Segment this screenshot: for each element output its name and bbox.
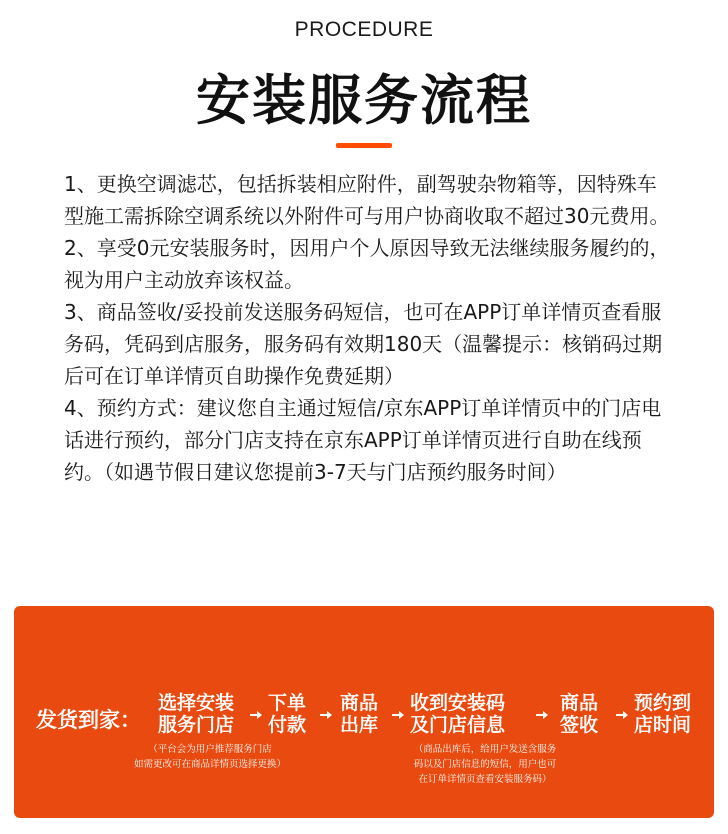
step-line: 付款 <box>268 714 307 736</box>
arrow-icon <box>536 712 548 718</box>
step-book-store <box>634 692 691 736</box>
step-line: 服务门店 <box>158 714 235 736</box>
step-sign-receipt <box>560 692 598 736</box>
step-line: 店时间 <box>634 714 692 736</box>
page-title: 安装服务流程 <box>196 69 532 132</box>
arrow-icon <box>392 712 404 718</box>
term-item: 1、更换空调滤芯，包括拆装相应附件，副驾驶杂物箱等，因特殊车型施工需拆除空调系统以外附件可与用户协商收取不超过30元费用。 <box>64 172 670 228</box>
step-line: 预约到 <box>634 692 692 714</box>
term-item: 4、预约方式：建议您自主通过短信/京东APP订单详情页中的门店电话进行预约，部分门店支持在京东APP订单详情页进行自助在线预约。（如遇节假日建议您提前3-7天与门店预约服务时间） <box>64 396 662 484</box>
store-note <box>110 742 310 772</box>
step-line: 下单 <box>268 692 307 714</box>
term-item: 2、享受0元安装服务时，因用户个人原因导致无法继续服务履约的，视为用户主动放弃该权益。 <box>64 236 670 292</box>
step-dispatch <box>340 692 378 736</box>
terms-list <box>64 168 670 488</box>
step-receive-code <box>410 692 505 736</box>
step-line: 收到安装码 <box>410 692 506 714</box>
step-line: 签收 <box>560 714 599 736</box>
step-line: 及门店信息 <box>410 714 506 736</box>
process-lead: 发货到家： <box>36 708 141 732</box>
step-line: 选择安装 <box>158 692 235 714</box>
step-select-store <box>158 692 234 736</box>
subtitle: PROCEDURE <box>294 18 434 41</box>
arrow-icon <box>616 712 628 718</box>
step-line: 商品 <box>560 692 599 714</box>
process-banner <box>14 606 714 818</box>
note-line: 码以及门店信息的短信，用户也可 <box>413 759 557 770</box>
step-line: 出库 <box>340 714 379 736</box>
step-order-pay <box>268 692 306 736</box>
note-line: （平台会为用户推荐服务门店 <box>148 744 272 755</box>
title-underline <box>336 143 392 148</box>
arrow-icon <box>250 712 262 718</box>
step-line: 商品 <box>340 692 379 714</box>
code-note <box>400 742 570 787</box>
note-line: （商品出库后，给用户发送含服务 <box>413 744 557 755</box>
term-item: 3、商品签收/妥投前发送服务码短信，也可在APP订单详情页查看服务码，凭码到店服务，服务码有效期180天（温馨提示：核销码过期后可在订单详情页自助操作免费延期） <box>64 300 663 388</box>
note-line: 在订单详情页查看安装服务码） <box>418 774 552 785</box>
note-line: 如需更改可在商品详情页选择更换） <box>133 759 286 770</box>
arrow-icon <box>320 712 332 718</box>
